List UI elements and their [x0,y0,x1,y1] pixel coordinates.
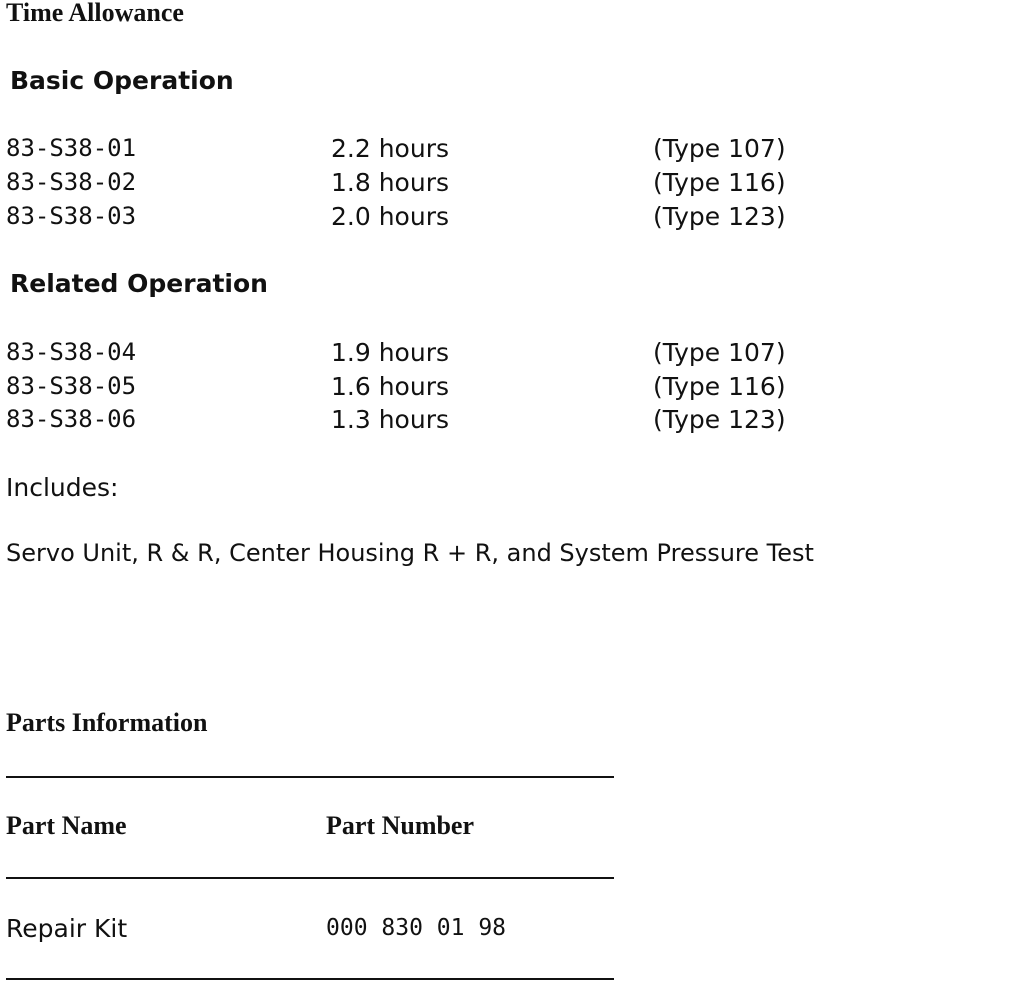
operation-code: 83-S38-06 [6,405,137,433]
operation-type: (Type 123) [653,202,786,231]
operation-row [0,372,900,402]
operation-type: (Type 107) [653,338,786,367]
operation-row [0,405,900,435]
operation-code: 83-S38-04 [6,338,137,366]
operation-time: 2.2 hours [331,134,449,163]
operation-code: 83-S38-02 [6,168,137,196]
operation-row [0,202,900,232]
operation-code: 83-S38-03 [6,202,137,230]
parts-information-heading: Parts Information [6,708,208,737]
operation-row [0,168,900,198]
basic-operation-heading: Basic Operation [10,66,234,95]
table-bottom-rule [6,978,614,980]
time-allowance-heading: Time Allowance [6,0,184,27]
operation-type: (Type 116) [653,168,786,197]
table-top-rule [6,776,614,778]
operation-time: 1.6 hours [331,372,449,401]
operation-type: (Type 107) [653,134,786,163]
part-number-cell: 000 830 01 98 [326,915,507,941]
operation-time: 1.3 hours [331,405,449,434]
part-name-cell: Repair Kit [6,914,128,943]
operation-row [0,338,900,368]
includes-text: Servo Unit, R & R, Center Housing R + R, and System Pressure Test [6,539,814,567]
column-header-part-number: Part Number [326,811,475,840]
operation-time: 1.9 hours [331,338,449,367]
operation-time: 2.0 hours [331,202,449,231]
operation-type: (Type 116) [653,372,786,401]
related-operation-heading: Related Operation [10,269,268,298]
operation-time: 1.8 hours [331,168,449,197]
operation-type: (Type 123) [653,405,786,434]
operation-row [0,134,900,164]
header-rule [6,877,614,879]
operation-code: 83-S38-01 [6,134,137,162]
operation-code: 83-S38-05 [6,372,137,400]
column-header-part-name: Part Name [6,811,127,840]
includes-label: Includes: [6,473,119,502]
